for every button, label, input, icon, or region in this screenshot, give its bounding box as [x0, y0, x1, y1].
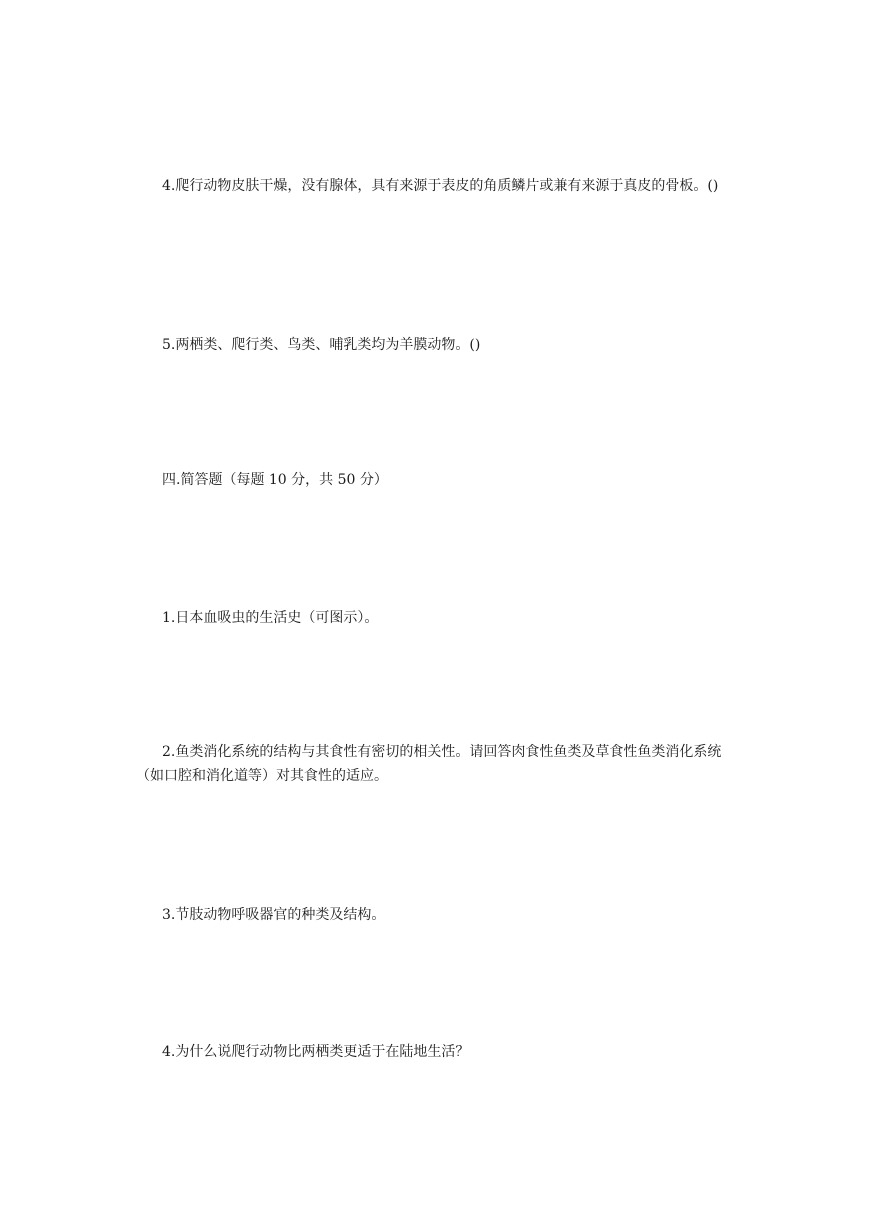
short-answer-question-4: 4.为什么说爬行动物比两栖类更适于在陆地生活？ — [162, 1044, 470, 1060]
short-answer-question-3: 3.节肢动物呼吸器官的种类及结构。 — [162, 907, 386, 923]
short-answer-question-2: 2.鱼类消化系统的结构与其食性有密切的相关性。请回答肉食性鱼类及草食性鱼类消化系统（如口腔和消化道等）对其食性的适应。 — [136, 744, 722, 784]
section-heading-short-answer: 四.简答题（每题 10 分，共 50 分） — [162, 472, 388, 488]
true-false-item-5: 5.两栖类、爬行类、鸟类、哺乳类均为羊膜动物。() — [162, 337, 481, 353]
true-false-item-4: 4.爬行动物皮肤干燥，没有腺体，具有来源于表皮的角质鳞片或兼有来源于真皮的骨板。() — [162, 178, 719, 194]
short-answer-question-1: 1.日本血吸虫的生活史（可图示）。 — [162, 610, 379, 626]
